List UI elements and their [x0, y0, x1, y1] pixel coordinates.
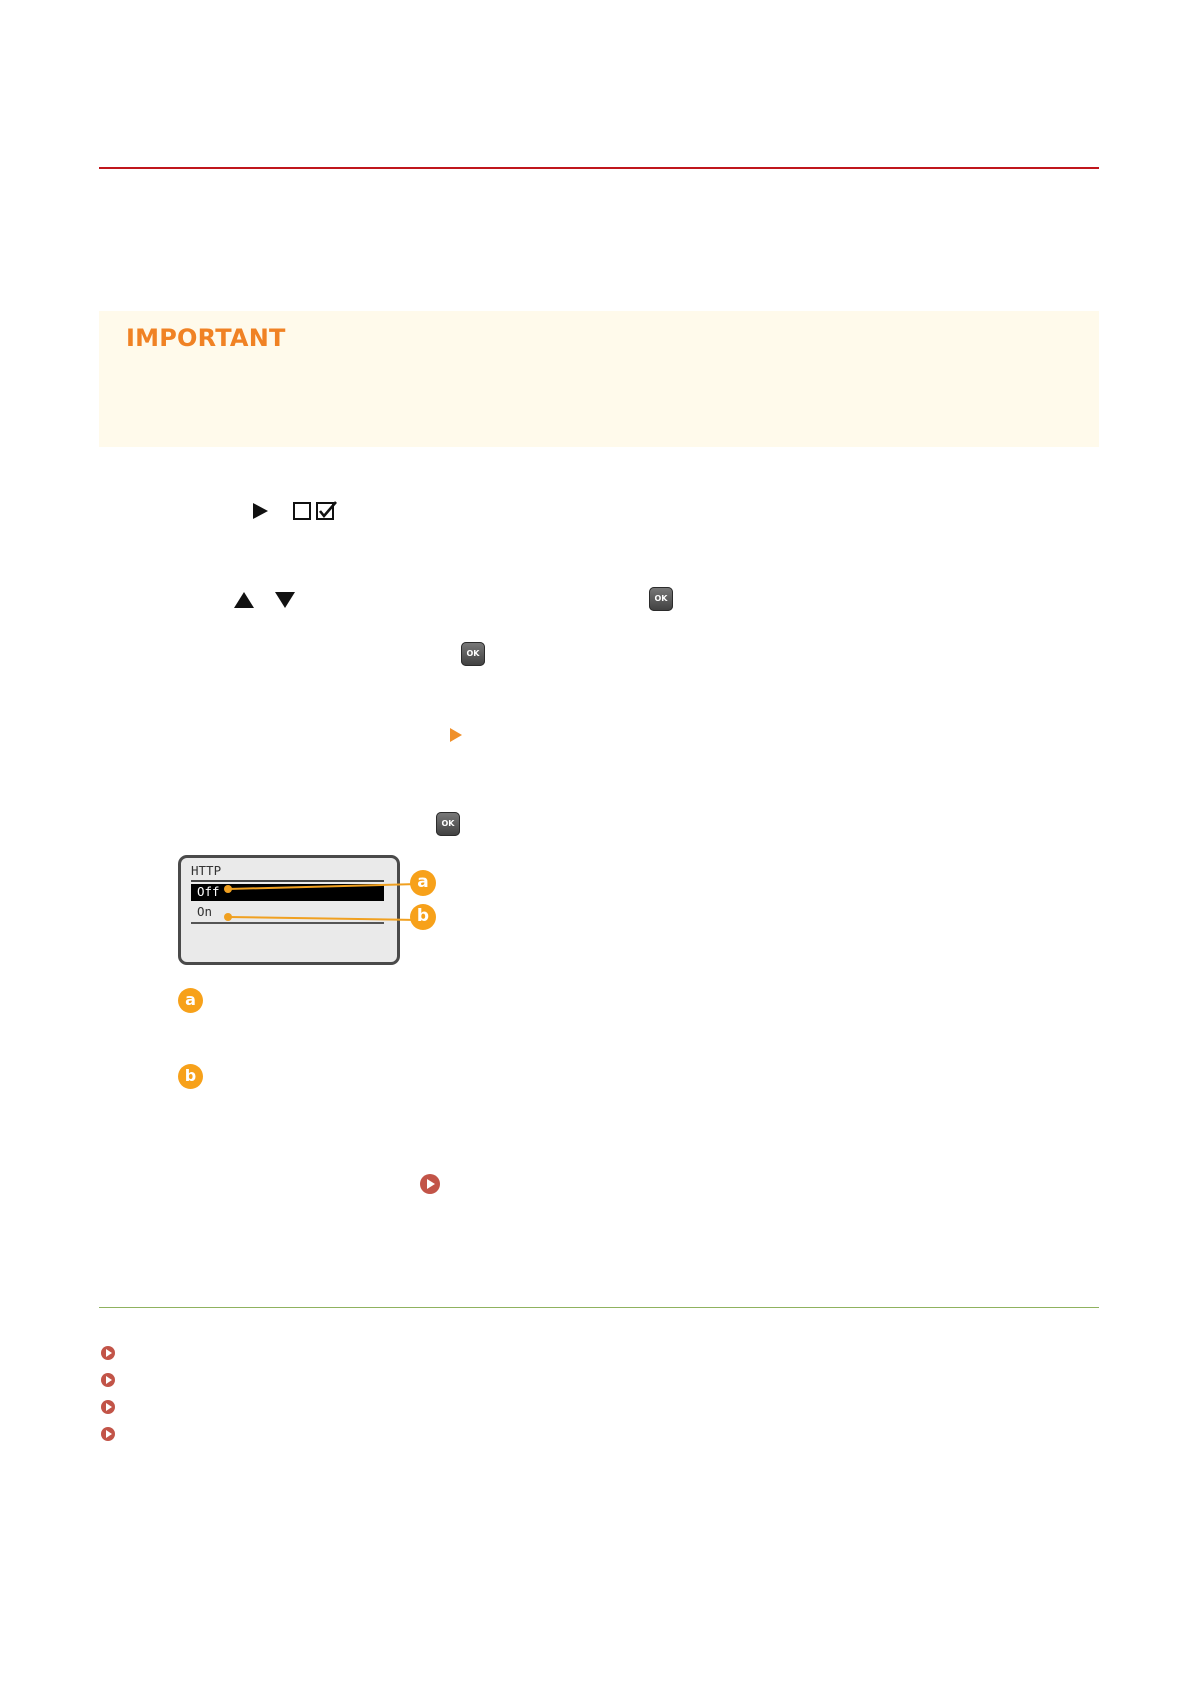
legend-badge-a: a: [178, 988, 203, 1013]
important-title: IMPORTANT: [126, 324, 286, 352]
callout-a: a: [410, 870, 436, 896]
checklist-menu-icon: [292, 499, 340, 523]
callout-leader-lines: [220, 870, 430, 940]
link-arrow-icon[interactable]: [420, 1174, 440, 1194]
callout-b: b: [410, 904, 436, 930]
header-rule: [99, 167, 1099, 169]
legend-badge-b: b: [178, 1064, 203, 1089]
ok-key-icon: OK: [461, 642, 485, 666]
lcd-option-off: Off: [197, 884, 220, 899]
related-link-icon[interactable]: [101, 1346, 115, 1360]
lcd-option-on: On: [197, 904, 213, 919]
related-links-rule: [99, 1307, 1099, 1308]
up-arrow-icon: [233, 590, 255, 610]
down-arrow-icon: [274, 590, 296, 610]
right-triangle-icon: [250, 501, 270, 521]
orange-right-arrow-icon: [449, 727, 463, 743]
ok-key-icon: OK: [649, 587, 673, 611]
related-link-icon[interactable]: [101, 1373, 115, 1387]
ok-key-icon: OK: [436, 812, 460, 836]
related-link-icon[interactable]: [101, 1400, 115, 1414]
related-link-icon[interactable]: [101, 1427, 115, 1441]
lcd-title: HTTP: [191, 863, 222, 878]
